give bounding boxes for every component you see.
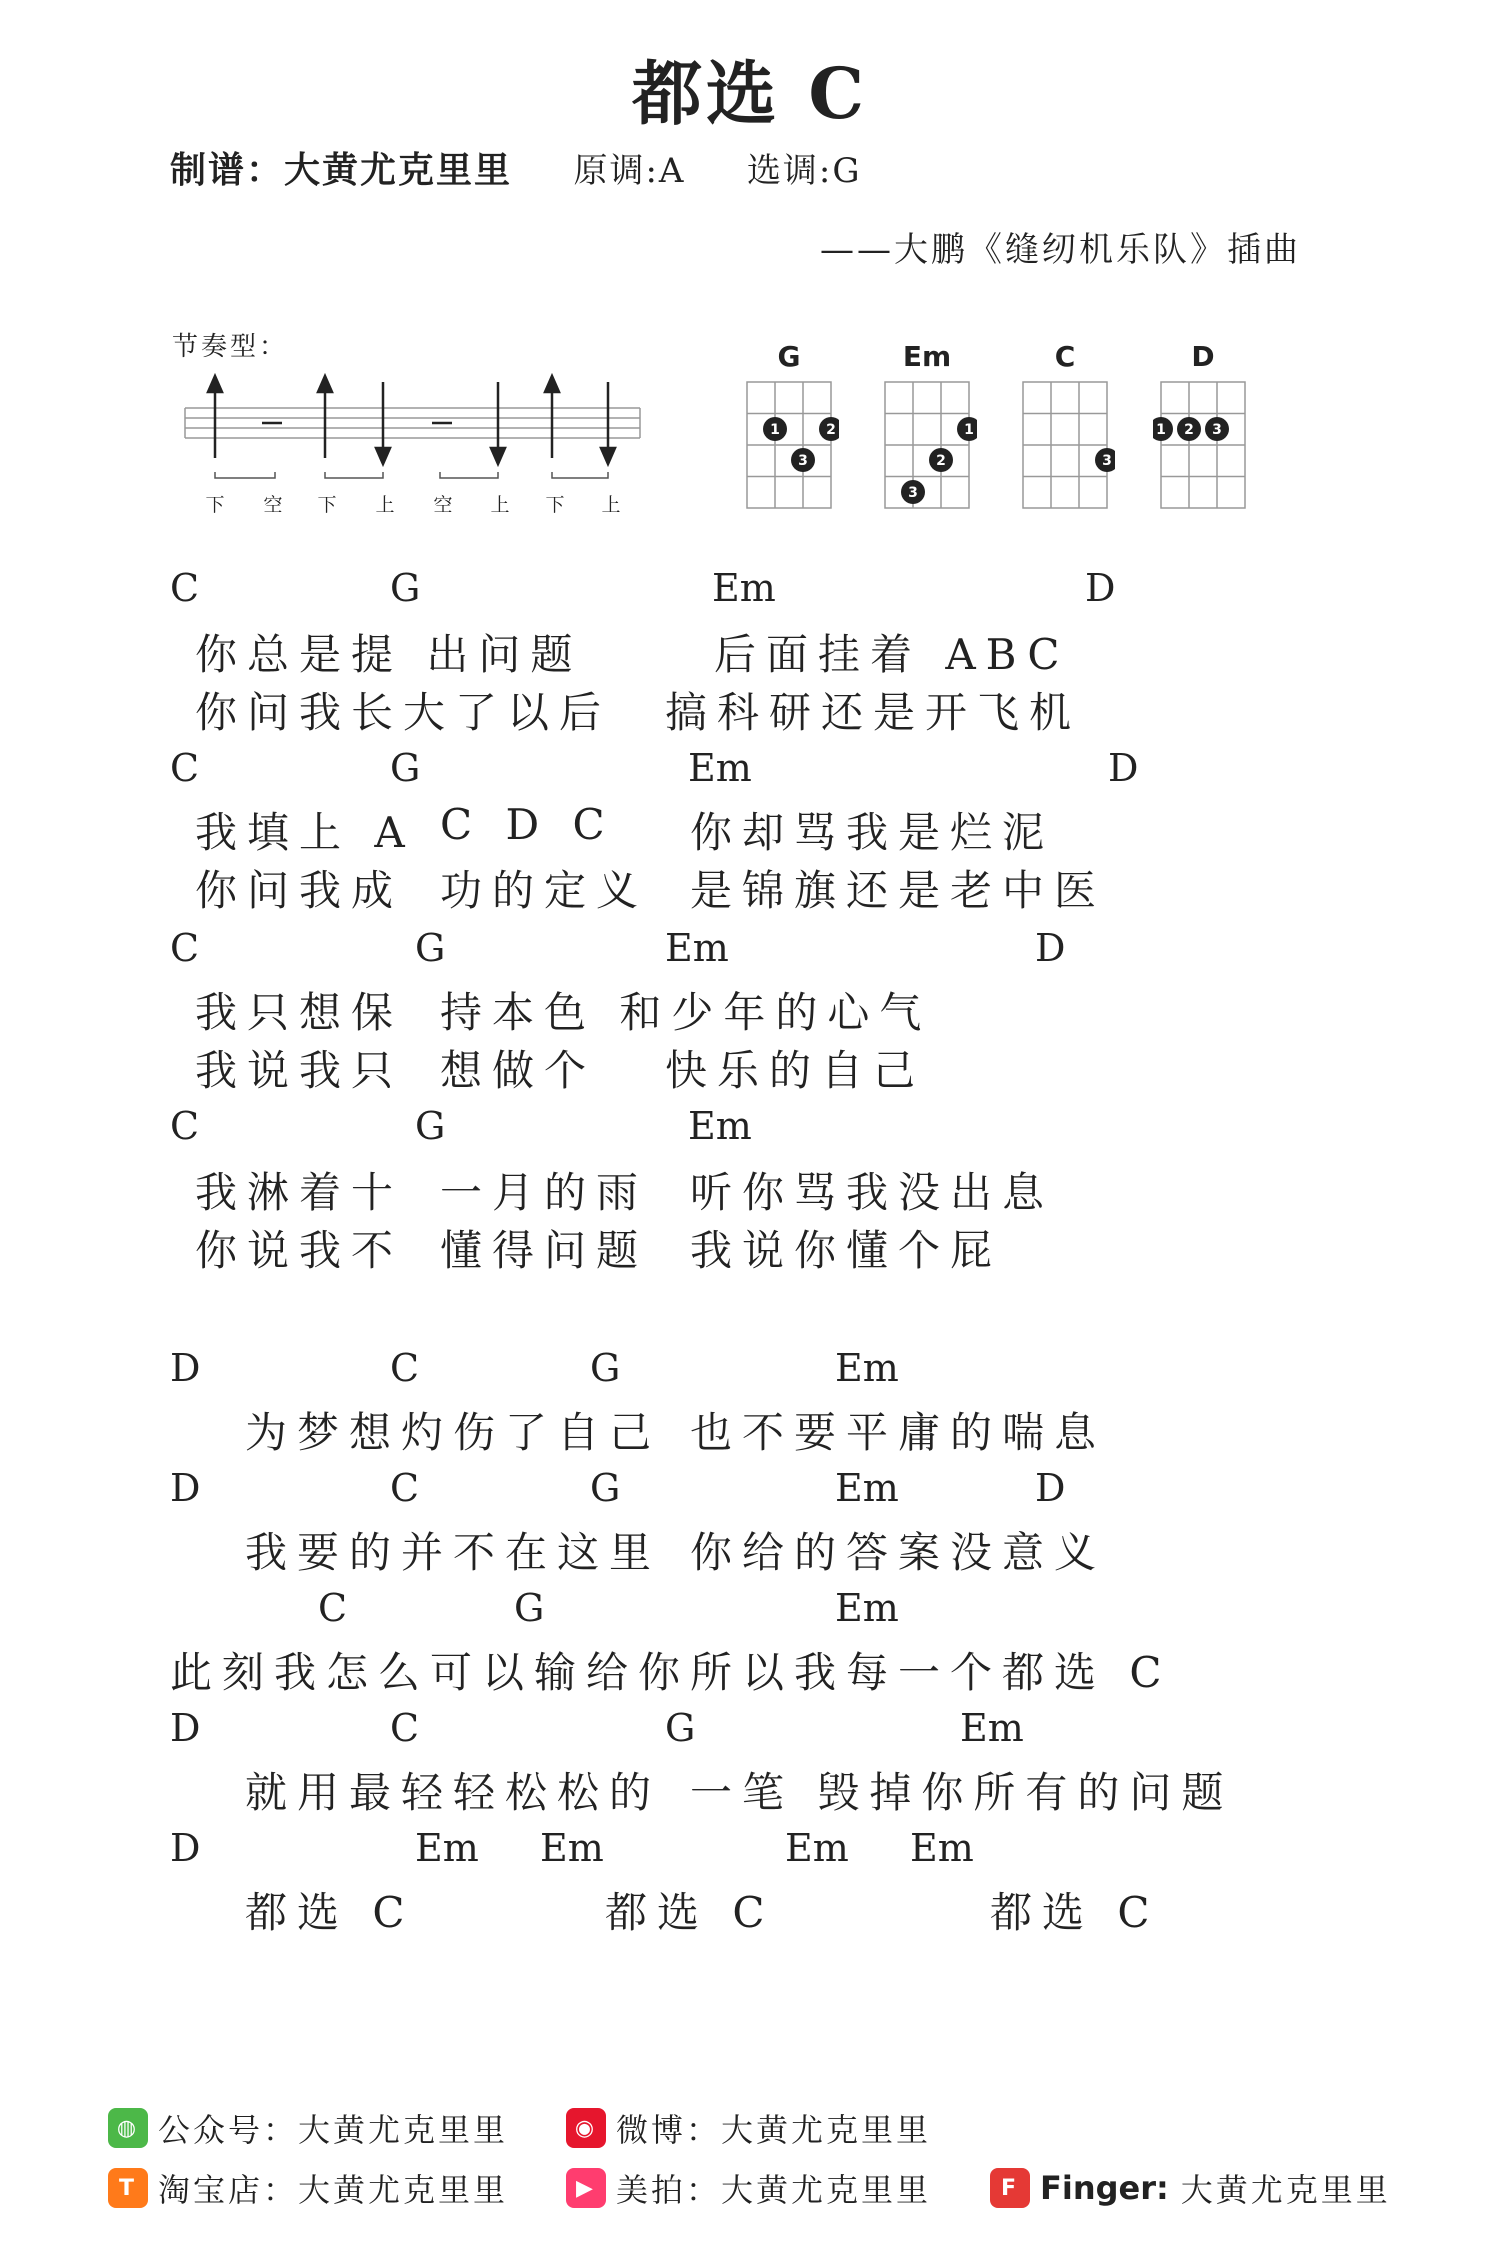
- chord-label: Em: [712, 566, 776, 610]
- lyric-line: 你说我不: [195, 1226, 404, 1275]
- lyric-line: 你问我长大了以后: [195, 688, 612, 737]
- chord-label: C: [390, 1466, 420, 1510]
- lyric-line: 你总是提 出问题: [195, 630, 583, 679]
- lyric-line: 为梦想灼伤了自己: [245, 1408, 662, 1457]
- lyric-line: 我说我只: [195, 1046, 404, 1095]
- lyric-line: 我填上 A: [195, 808, 415, 857]
- chord-diagram-d: [1148, 340, 1258, 518]
- chord-label: G: [390, 746, 421, 790]
- song-source: ——大鹏《缝纫机乐队》插曲: [820, 230, 1301, 270]
- footer-wechat: [108, 2105, 508, 2151]
- chord-label: D: [1108, 746, 1139, 790]
- chord-label: G: [415, 926, 446, 970]
- fretboard-em: [877, 374, 977, 514]
- svg-text:1: 1: [964, 422, 974, 438]
- lyric-line: 都选 C: [245, 1888, 415, 1937]
- stroke-label: 空: [263, 494, 283, 516]
- chord-label: Em: [415, 1826, 479, 1870]
- lyric-line: 我只想保: [195, 988, 404, 1037]
- chord-label: Em: [785, 1826, 849, 1870]
- svg-text:3: 3: [908, 485, 918, 501]
- chord-label: Em: [688, 746, 752, 790]
- chord-label: G: [590, 1466, 621, 1510]
- svg-text:2: 2: [936, 453, 946, 469]
- meipai-account: 美拍：大黄尤克里里: [616, 2171, 932, 2209]
- lyric-line: 一月的雨: [440, 1168, 649, 1217]
- lyric-line: 是锦旗还是老中医: [690, 866, 1107, 915]
- lyric-line: 就用最轻轻松松的: [245, 1768, 662, 1817]
- lyric-line: 快乐的自己: [665, 1046, 926, 1095]
- lyric-line: 功的定义: [440, 866, 649, 915]
- wechat-icon: ◍: [108, 2108, 148, 2148]
- chord-label: D: [1035, 1466, 1066, 1510]
- lyric-line: 也不要平庸的喘息: [690, 1408, 1107, 1457]
- wechat-account: 公众号：大黄尤克里里: [158, 2111, 509, 2149]
- chord-label: D: [1035, 926, 1066, 970]
- chord-label: Em: [910, 1826, 974, 1870]
- rhythm-label: 节奏型：: [172, 332, 289, 362]
- lyric-line: 你问我成: [195, 866, 404, 915]
- chord-label: C: [390, 1346, 420, 1390]
- chord-label: D: [1085, 566, 1116, 610]
- rhythm-pattern: [180, 370, 660, 490]
- stroke-label: 上: [490, 494, 510, 516]
- stroke-label: 下: [317, 494, 337, 516]
- arranger: 制谱：大黄尤克里里: [170, 149, 513, 191]
- chord-diagram-g: [734, 340, 844, 518]
- lyric-line: 我说你懂个屁: [690, 1226, 1003, 1275]
- lyric-line: 都选 C: [605, 1888, 775, 1937]
- stroke-label: 上: [375, 494, 395, 516]
- meipai-icon: ▶: [566, 2168, 606, 2208]
- taobao-account: 淘宝店：大黄尤克里里: [158, 2171, 509, 2209]
- lyric-line: 都选 C: [990, 1888, 1160, 1937]
- lyric-line: 搞科研还是开飞机: [665, 688, 1082, 737]
- stroke-label: 上: [601, 494, 621, 516]
- chord-label: Em: [835, 1466, 899, 1510]
- chord-diagram-name: D: [1191, 340, 1215, 373]
- weibo-icon: ◉: [566, 2108, 606, 2148]
- lyric-line: 听你骂我没出息: [690, 1168, 1055, 1217]
- chord-label: Em: [960, 1706, 1024, 1750]
- svg-text:2: 2: [1184, 422, 1194, 438]
- chord-diagram-name: C: [1054, 340, 1076, 373]
- svg-text:1: 1: [770, 422, 780, 438]
- stroke-label: 空: [433, 494, 453, 516]
- chord-diagram-name: G: [777, 340, 801, 373]
- lyric-line: 想做个: [440, 1046, 597, 1095]
- svg-text:1: 1: [1156, 422, 1166, 438]
- chord-diagram-c: [1010, 340, 1120, 518]
- lyric-line: 此刻我怎么可以输给你: [170, 1648, 691, 1697]
- chord-label: Em: [835, 1586, 899, 1630]
- svg-text:2: 2: [826, 422, 836, 438]
- fretboard-g: [739, 374, 839, 514]
- chord-label: G: [390, 566, 421, 610]
- chord-diagram-em: [872, 340, 982, 518]
- chord-label: D: [170, 1466, 201, 1510]
- chord-label: Em: [688, 1104, 752, 1148]
- finger-label: Finger:: [1040, 2169, 1169, 2207]
- chord-label: Em: [665, 926, 729, 970]
- chord-label: G: [514, 1586, 545, 1630]
- stroke-label: 下: [205, 494, 225, 516]
- chord-label: C: [170, 746, 200, 790]
- lyric-line: 后面挂着 ABC: [714, 630, 1070, 679]
- svg-text:3: 3: [1102, 453, 1112, 469]
- chord-label: G: [415, 1104, 446, 1148]
- finger-account: 大黄尤克里里: [1180, 2171, 1391, 2209]
- chord-label: D: [170, 1826, 201, 1870]
- chord-label: G: [665, 1706, 696, 1750]
- lyric-line: 所以我每一个都选 C: [690, 1648, 1172, 1697]
- weibo-account: 微博：大黄尤克里里: [616, 2111, 932, 2149]
- chord-label: D: [170, 1706, 201, 1750]
- stroke-label: 下: [545, 494, 565, 516]
- chord-label: G: [590, 1346, 621, 1390]
- footer-taobao: [108, 2165, 508, 2211]
- footer-weibo: [566, 2105, 931, 2151]
- finger-icon: F: [990, 2168, 1030, 2208]
- chord-label: D: [170, 1346, 201, 1390]
- chosen-key: 选调:G: [746, 151, 862, 191]
- lyric-line: 持本色 和少年的心气: [440, 988, 932, 1037]
- lyric-line: C D C: [440, 800, 615, 849]
- taobao-icon: T: [108, 2168, 148, 2208]
- fretboard-c: [1015, 374, 1115, 514]
- lyric-line: 你却骂我是烂泥: [690, 808, 1055, 857]
- fretboard-d: [1153, 374, 1253, 514]
- svg-text:3: 3: [1212, 422, 1222, 438]
- svg-text:3: 3: [798, 453, 808, 469]
- original-key: 原调:A: [573, 151, 686, 191]
- chord-label: C: [170, 1104, 200, 1148]
- footer-meipai: [566, 2165, 931, 2211]
- footer-finger: [990, 2165, 1391, 2211]
- lyric-line: 你给的答案没意义: [690, 1528, 1107, 1577]
- lyric-line: 我淋着十: [195, 1168, 404, 1217]
- chord-label: C: [390, 1706, 420, 1750]
- lyric-line: 懂得问题: [440, 1226, 649, 1275]
- lyric-line: 我要的并不在这里: [245, 1528, 662, 1577]
- song-title: 都选 C: [631, 52, 869, 135]
- meta-line: [170, 142, 862, 193]
- chord-label: C: [318, 1586, 348, 1630]
- chord-diagram-name: Em: [902, 340, 952, 373]
- chord-label: Em: [540, 1826, 604, 1870]
- chord-label: C: [170, 566, 200, 610]
- chord-label: C: [170, 926, 200, 970]
- lyric-line: 一笔 毁掉你所有的问题: [690, 1768, 1234, 1817]
- chord-label: Em: [835, 1346, 899, 1390]
